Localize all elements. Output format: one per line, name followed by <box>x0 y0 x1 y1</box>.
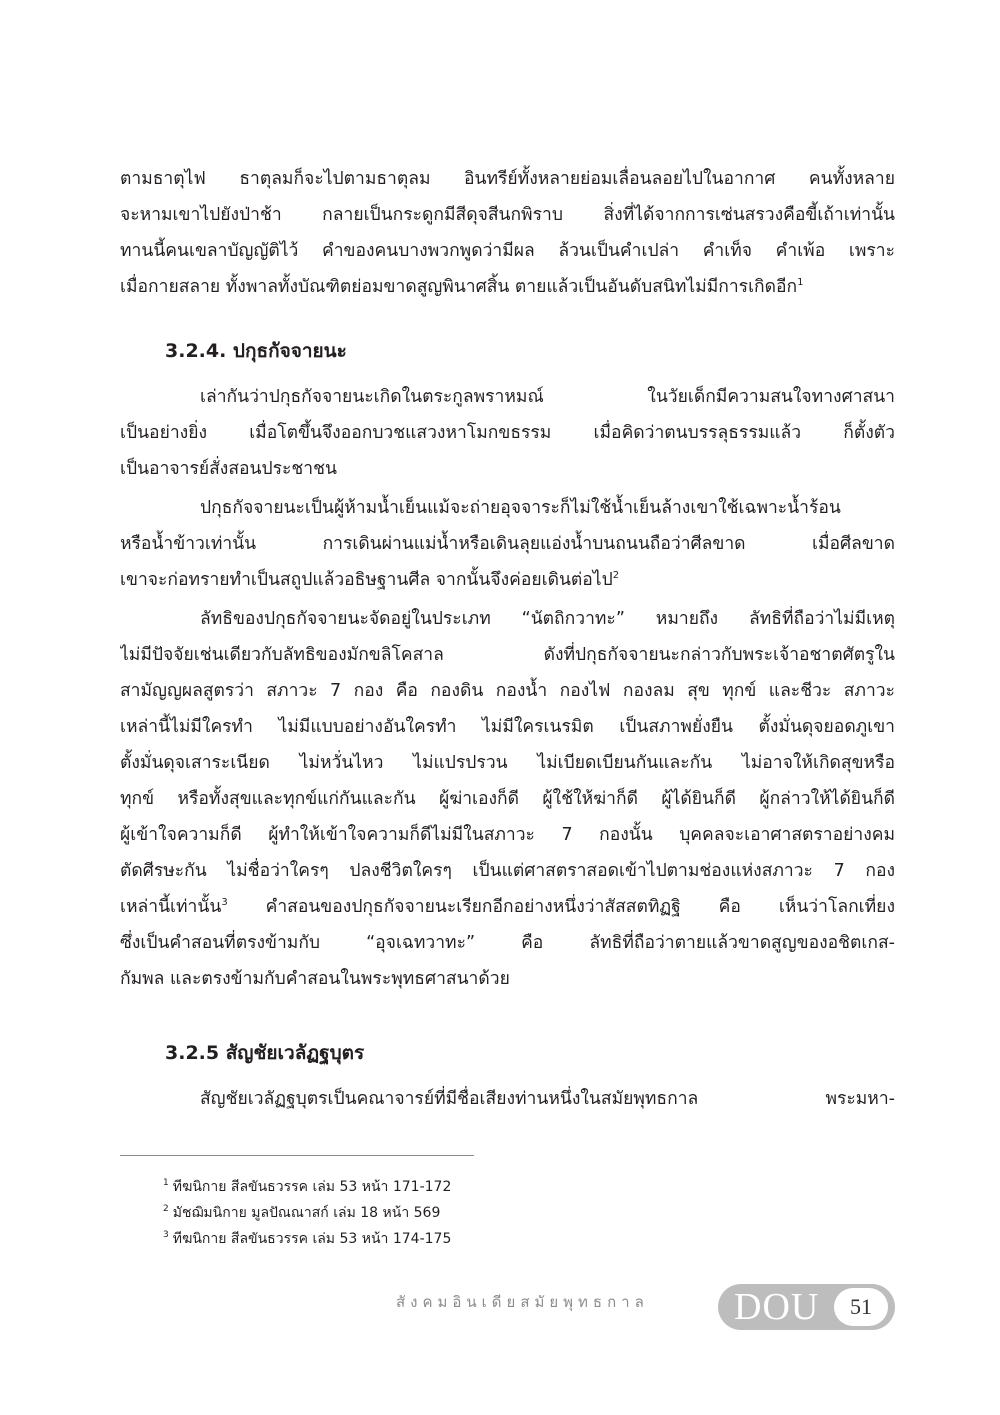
text-line: ตั้งมั่นดุจเสาระเนียด ไม่หวั่นไหว ไม่แปรปรวน ไม่เบียดเบียนกันและกัน ไม่อาจให้เกิดสุขหรือ <box>120 753 895 773</box>
footnote <box>163 1226 451 1252</box>
footnote <box>163 1174 451 1200</box>
paragraph <box>120 379 895 487</box>
text-line <box>120 562 895 598</box>
text-line: ทานนี้คนเขลาบัญญัติไว้ คำของคนบางพวกพูดว่ามีผล ล้วนเป็นคำเปล่า คำเท็จ คำเพ้อ เพราะ <box>120 241 895 261</box>
text-span: เมื่อกายสลาย ทั้งพาลทั้งบัณฑิตย่อมขาดสูญพินาศสิ้น ตายแล้วเป็นอันดับสนิทไม่มีการเกิดอีก <box>120 277 798 297</box>
footnotes <box>163 1174 451 1252</box>
paragraph <box>120 1081 895 1117</box>
text-line <box>120 889 895 925</box>
section-heading: 3.2.5 สัญชัยเวลัฏฐบุตร <box>165 1042 365 1064</box>
text-line: ไม่มีปัจจัยเช่นเดียวกับลัทธิของมักขลิโคสาล ดังที่ปกุธกัจจายนะกล่าวกับพระเจ้าอชาตศัตรูใน <box>120 645 895 665</box>
text-line: ผู้เข้าใจความก็ดี ผู้ทำให้เข้าใจความก็ดีไม่มีในสภาวะ 7 กองนั้น บุคคลจะเอาศาสตราอย่างคม <box>120 825 895 845</box>
footnote-ref: 2 <box>612 570 620 582</box>
dou-logo-badge <box>718 1284 895 1330</box>
paragraph <box>120 601 895 997</box>
footnote-number: 1 <box>163 1178 169 1189</box>
text-line: สัญชัยเวลัฏฐบุตรเป็นคณาจารย์ที่มีชื่อเสียงท่านหนึ่งในสมัยพุทธกาล พระมหา- <box>200 1089 895 1109</box>
running-title: สังคมอินเดียสมัยพุทธกาล <box>396 1293 649 1311</box>
text-line: เป็นอาจารย์สั่งสอนประชาชน <box>120 459 337 479</box>
text-line: กัมพล และตรงข้ามกับคำสอนในพระพุทธศาสนาด้วย <box>120 969 510 989</box>
footnote-text: ทีฆนิกาย สีลขันธวรรค เล่ม 53 หน้า 174-175 <box>172 1231 452 1247</box>
text-line: ซึ่งเป็นคำสอนที่ตรงข้ามกับ “อุจเฉทวาทะ” คือ ลัทธิที่ถือว่าตายแล้วขาดสูญของอชิตเกส- <box>120 933 895 953</box>
text-line: หรือน้ำข้าวเท่านั้น การเดินผ่านแม่น้ำหรือเดินลุยแอ่งน้ำบนถนนถือว่าศีลขาด เมื่อศีลขาด <box>120 534 895 554</box>
footnote-text: ทีฆนิกาย สีลขันธวรรค เล่ม 53 หน้า 171-172 <box>172 1179 452 1195</box>
text-span: เขาจะก่อทรายทำเป็นสถูปแล้วอธิษฐานศีล จากนั้นจึงค่อยเดินต่อไป <box>120 570 613 590</box>
footnote <box>163 1200 451 1226</box>
page-number: 51 <box>834 1288 888 1326</box>
text-line: ปกุธกัจจายนะเป็นผู้ห้ามน้ำเย็นแม้จะถ่ายอุจจาระก็ไม่ใช้น้ำเย็นล้างเขาใช้เฉพาะน้ำร้อน <box>200 498 841 518</box>
text-line: ตามธาตุไฟ ธาตุลมก็จะไปตามธาตุลม อินทรีย์ทั้งหลายย่อมเลื่อนลอยไปในอากาศ คนทั้งหลาย <box>120 169 895 189</box>
footnote-ref: 1 <box>797 277 804 289</box>
text-line: เล่ากันว่าปกุธกัจจายนะเกิดในตระกูลพราหมณ์ ในวัยเด็กมีความสนใจทางศาสนา <box>200 387 895 407</box>
footnote-text: มัชฌิมนิกาย มูลปัณณาสก์ เล่ม 18 หน้า 569 <box>172 1205 441 1221</box>
paragraph <box>120 490 895 598</box>
text-line: เหล่านี้ไม่มีใครทำ ไม่มีแบบอย่างอันใครทำ ไม่มีใครเนรมิต เป็นสภาพยั่งยืน ตั้งมั่นดุจยอดภูเขา <box>120 717 895 737</box>
text-line: ทุกข์ หรือทั้งสุขและทุกข์แก่กันและกัน ผู้ฆ่าเองก็ดี ผู้ใช้ให้ฆ่าก็ดี ผู้ได้ยินก็ดี ผู้กล่าวให้ได้ยินก็ดี <box>120 789 895 809</box>
text-span: เหล่านี้เท่านั้น <box>120 897 222 917</box>
paragraph-intro <box>120 161 895 305</box>
footnote-ref: 3 <box>221 897 228 909</box>
footnote-divider <box>120 1155 474 1156</box>
text-line: ตัดศีรษะกัน ไม่ชื่อว่าใครๆ ปลงชีวิตใครๆ เป็นแต่ศาสตราสอดเข้าไปตามช่องแห่งสภาวะ 7 กอง <box>120 861 895 881</box>
text-line: จะหามเขาไปยังป่าช้า กลายเป็นกระดูกมีสีดุจสีนกพิราบ สิ่งที่ได้จากการเซ่นสรวงคือขี้เถ้าเท่านั้น <box>120 205 895 225</box>
footnote-number: 2 <box>163 1204 169 1215</box>
text-line: ลัทธิของปกุธกัจจายนะจัดอยู่ในประเภท “นัตถิกวาทะ” หมายถึง ลัทธิที่ถือว่าไม่มีเหตุ <box>200 609 895 629</box>
section-heading: 3.2.4. ปกุธกัจจายนะ <box>165 340 347 362</box>
dou-logo-text: DOU <box>734 1286 820 1328</box>
text-line: เป็นอย่างยิ่ง เมื่อโตขึ้นจึงออกบวชแสวงหาโมกขธรรม เมื่อคิดว่าตนบรรลุธรรมแล้ว ก็ตั้งตัว <box>120 423 895 443</box>
text-span: คำสอนของปกุธกัจจายนะเรียกอีกอย่างหนึ่งว่าสัสสตทิฏฐิ คือ เห็นว่าโลกเที่ยง <box>265 897 895 917</box>
text-line: สามัญญผลสูตรว่า สภาวะ 7 กอง คือ กองดิน กองน้ำ กองไฟ กองลม สุข ทุกข์ และชีวะ สภาวะ <box>120 681 895 701</box>
text-line <box>120 269 895 305</box>
footnote-number: 3 <box>163 1230 169 1241</box>
